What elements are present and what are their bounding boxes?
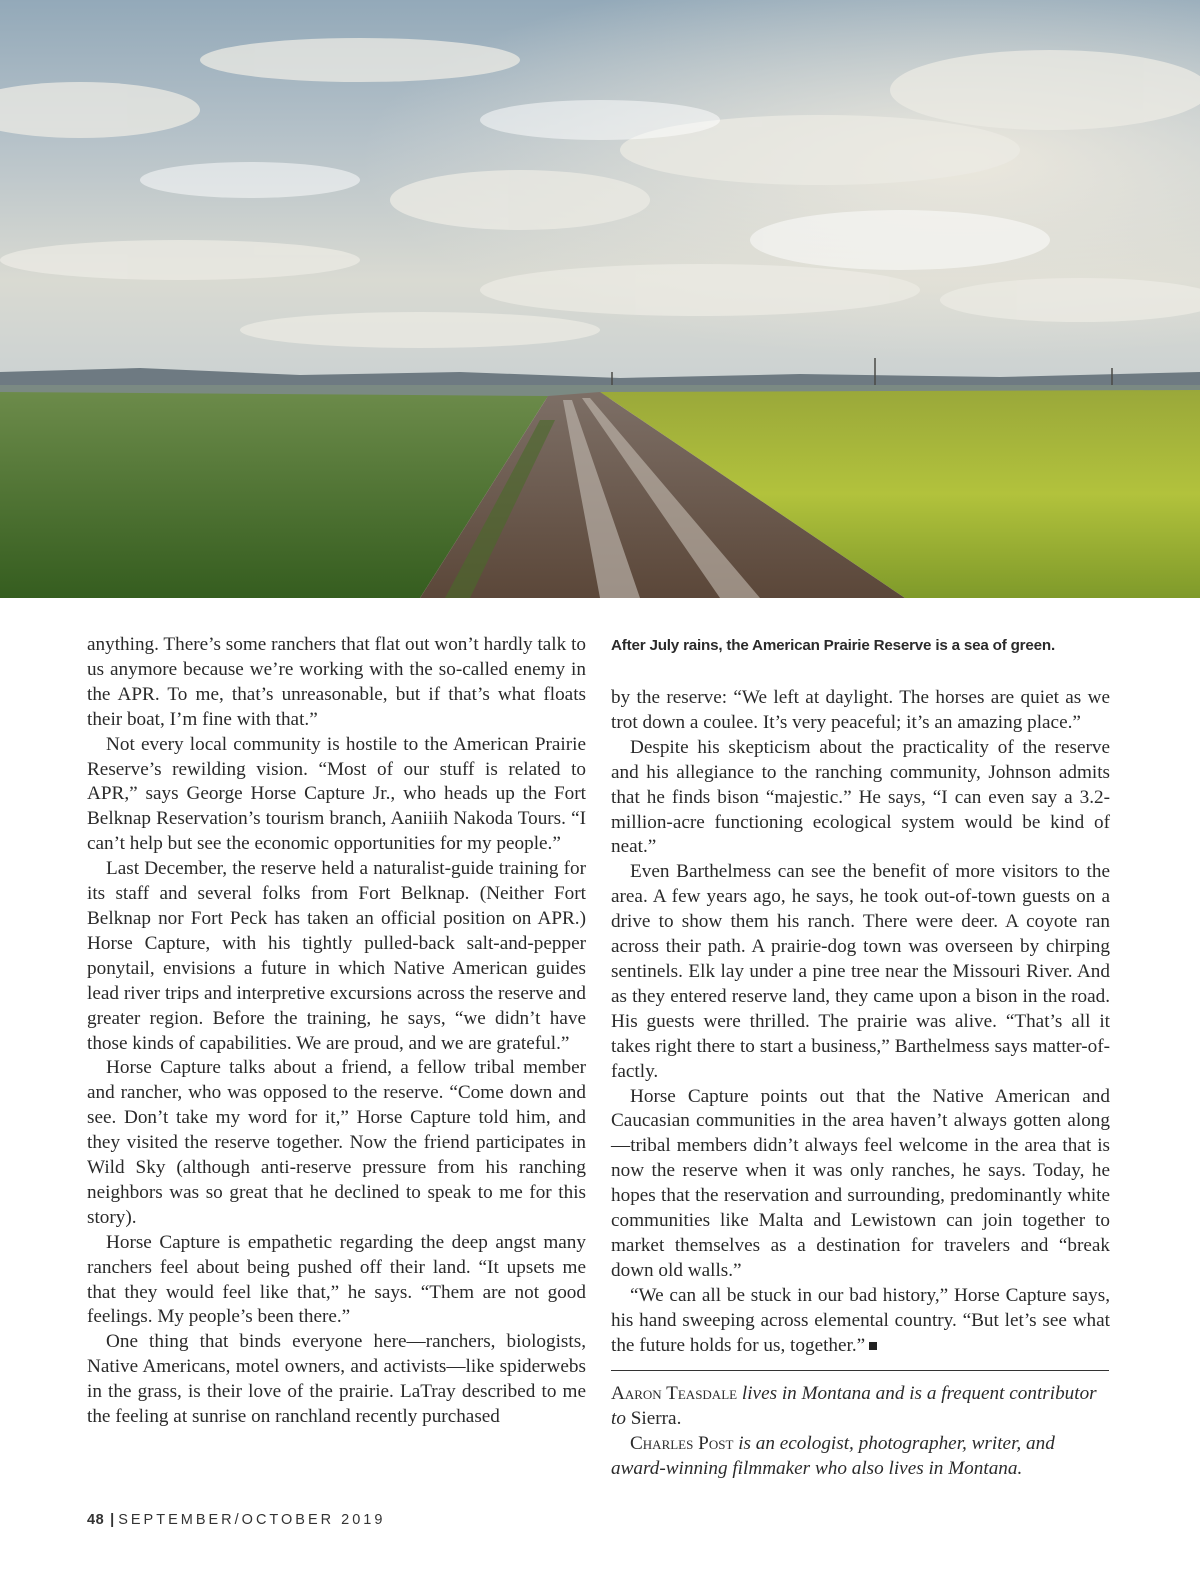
page-number: 48 [87,1512,105,1528]
magazine-name: Sierra [630,1408,677,1430]
paragraph-text: “We can all be stuck in our bad history,” Horse Capture says, his hand sweeping across elemental country. “But let’s see what the future holds for us, together.” [611,1284,1110,1356]
paragraph: Horse Capture is empathetic regarding the deep angst many ranchers feel about being pushed off their land. “It upsets me that they would feel like that,” he says. “Them are not good feelings. My people’s been there.” [87,1231,586,1328]
issue-date: SEPTEMBER/OCTOBER 2019 [118,1512,386,1528]
end-mark-icon [869,1342,877,1350]
author-bio-text: lives in Montana and is a frequent contributor to [611,1383,1097,1430]
final-paragraph [611,1284,1110,1359]
folio-separator: | [110,1512,115,1528]
paragraph: Horse Capture points out that the Native American and Caucasian communities in the area haven’t always gotten along—tribal members didn’t always feel welcome in the area that is now the reserve when it was only ranches, he says. Today, he hopes that the reservation and surrounding, predominantly white communities like Malta and Lewistown can join together to market themselves as a destination for travelers and “break down old walls.” [611,1085,1110,1281]
paragraph: by the reserve: “We left at daylight. The horses are quiet as we trot down a coulee. It’s very peaceful; it’s an amazing place.” [611,687,1110,733]
author-name: Aaron Teasdale [611,1383,738,1405]
photographer-name: Charles Post [630,1433,734,1455]
paragraph: One thing that binds everyone here—ranchers, biologists, Native Americans, motel owners, and activists—like spiderwebs in the grass, is their love of the prairie. LaTray described to me the feeling at sunrise on ranchland recently purchased [87,1331,586,1428]
paragraph: Not every local community is hostile to the American Prairie Reserve’s rewilding vision. “Most of our stuff is related to APR,” says George Horse Capture Jr., who heads up the Fort Belknap Reservation’s tourism branch, Aaniiih Nakoda Tours. “I can’t help but see the economic opportunities for my people.” [87,733,586,855]
article-column-left [87,633,586,1430]
paragraph: Horse Capture talks about a friend, a fellow tribal member and rancher, who was opposed to the reserve. “Come down and see. Don’t take my word for it,” Horse Capture told him, and they visited the reserve together. Now the friend participates in Wild Sky (although anti-reserve pressure from his ranching neighbors was so great that he declined to speak to me for this story). [87,1057,586,1228]
paragraph: Even Barthelmess can see the benefit of more visitors to the area. A few years ago, he says, he took out-of-town guests on a drive to show them his ranch. There were deer. A coyote ran across their path. A prairie-dog town was overseen by chirping sentinels. Elk lay under a pine tree near the Missouri River. And as they entered reserve land, they came upon a bison in the road. His guests were thrilled. The prairie was alive. “That’s all it takes right there to start a business,” Barthelmess says matter-of-factly. [611,861,1110,1082]
page-footer [87,1510,385,1530]
author-bio [611,1382,1110,1432]
bio-divider [611,1370,1109,1371]
paragraph: anything. There’s some ranchers that flat out won’t hardly talk to us anymore because we’re working with the so-called enemy in the APR. To me, that’s unreasonable, but if that’s what floats their boat, I’m fine with that.” [87,634,586,730]
article-column-right [611,633,1110,1482]
photographer-bio [611,1432,1110,1482]
photo-caption: After July rains, the American Prairie Reserve is a sea of green. [611,637,1055,654]
photographer-bio-text: is an ecologist, photographer, writer, and award-winning filmmaker who also lives in Montana. [611,1433,1055,1480]
paragraph: Despite his skepticism about the practicality of the reserve and his allegiance to the ranching community, Johnson admits that he finds bison “majestic.” He says, “I can even say a 3.2-million-acre functioning ecological system would be kind of neat.” [611,736,1110,858]
prairie-road-photo [0,0,1200,598]
author-bio-end: . [676,1408,682,1430]
paragraph: Last December, the reserve held a naturalist-guide training for its staff and several folks from Fort Belknap. (Neither Fort Belknap nor Fort Peck has taken an official position on APR.) Horse Capture, with his tightly pulled-back salt-and-pepper ponytail, envisions a future in which Native American guides lead river trips and interpretive excursions across the reserve and greater region. Before the training, he says, “we didn’t have those kinds of capabilities. We are proud, and we are grateful.” [87,858,586,1054]
contributor-bios [611,1382,1110,1482]
